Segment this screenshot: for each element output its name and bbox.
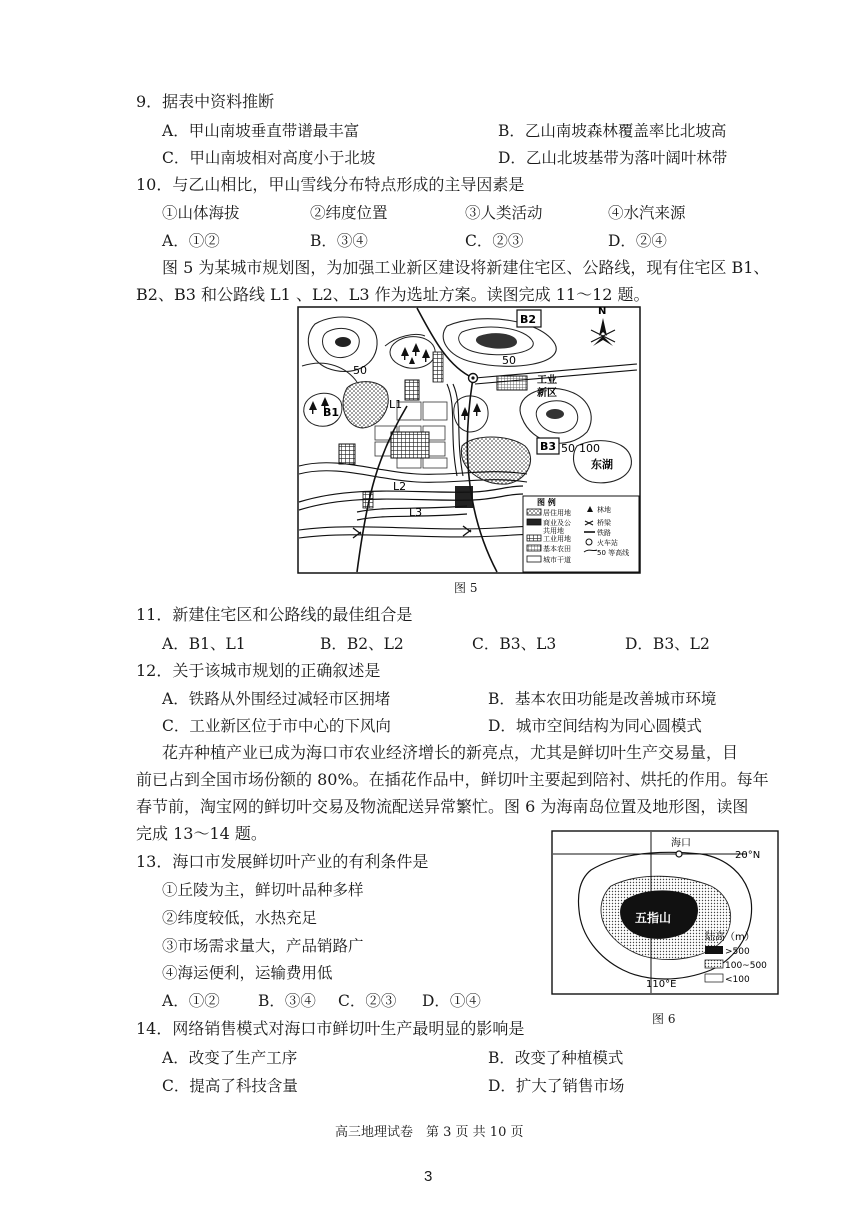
q12-option-c: C．工业新区位于市中心的下风向 bbox=[162, 717, 391, 735]
q13-item-2: ②纬度较低，水热充足 bbox=[162, 909, 318, 927]
q13-item-1: ①丘陵为主，鲜切叶品种多样 bbox=[162, 881, 364, 899]
label-industry-1: 工业 bbox=[537, 375, 557, 386]
intro6-line1: 花卉种植产业已成为海口市农业经济增长的新亮点，尤其是鲜切叶生产交易量，目 bbox=[162, 743, 739, 762]
label-b3: B3 bbox=[540, 440, 557, 453]
q13-item-3: ③市场需求量大，产品销路广 bbox=[162, 937, 364, 955]
q10-item-1: ①山体海拔 bbox=[162, 204, 240, 222]
q11-option-b: B．B2、L2 bbox=[320, 635, 404, 653]
q12-option-b: B．基本农田功能是改善城市环境 bbox=[488, 690, 717, 708]
label-wuzhishan: 五指山 bbox=[635, 911, 672, 925]
q14-option-b: B．改变了种植模式 bbox=[488, 1049, 624, 1067]
legend-bridge: 桥梁 bbox=[597, 519, 611, 527]
figure-5-caption: 图 5 bbox=[454, 581, 478, 595]
label-l3: L3 bbox=[409, 506, 423, 519]
north-label: N bbox=[598, 306, 607, 317]
figure-6-hainan-map bbox=[551, 830, 779, 995]
q9-stem: 9．据表中资料推断 bbox=[136, 92, 275, 111]
label-l1: L1 bbox=[389, 398, 403, 411]
fig6-legend-low: <100 bbox=[725, 975, 750, 985]
q12-option-a: A．铁路从外围经过减轻市区拥堵 bbox=[162, 690, 391, 708]
label-b2: B2 bbox=[520, 313, 537, 326]
fig6-legend-high: >500 bbox=[725, 947, 750, 957]
legend-commercial-2: 共用地 bbox=[543, 527, 564, 535]
label-b1: B1 bbox=[323, 406, 340, 419]
legend-title: 图 例 bbox=[537, 498, 556, 507]
legend-farmland: 基本农田 bbox=[543, 545, 571, 553]
contour-50-left: 50 bbox=[353, 364, 367, 377]
q11-option-c: C．B3、L3 bbox=[472, 635, 557, 653]
q12-option-d: D．城市空间结构为同心圆模式 bbox=[488, 717, 702, 735]
q13-option-d: D．①④ bbox=[422, 992, 481, 1010]
q11-option-d: D．B3、L2 bbox=[625, 635, 710, 653]
fig6-legend-title: 陆高（m） bbox=[705, 932, 755, 943]
label-110e: 110°E bbox=[646, 979, 677, 990]
legend-forest: 林地 bbox=[597, 506, 611, 514]
figure-5-city-map bbox=[297, 306, 641, 574]
label-industry-2: 新区 bbox=[537, 388, 557, 399]
intro5-line1: 图 5 为某城市规划图，为加强工业新区建设将新建住宅区、公路线，现有住宅区 B1、 bbox=[162, 258, 770, 277]
figure-6-caption: 图 6 bbox=[652, 1012, 676, 1026]
legend-road: 城市干道 bbox=[543, 556, 571, 564]
intro6-line2: 前已占到全国市场份额的 80%。在插花作品中，鲜切叶主要起到陪衬、烘托的作用。每年 bbox=[136, 770, 769, 789]
intro5-line2: B2、B3 和公路线 L1 、L2、L3 作为选址方案。读图完成 11～12 题。 bbox=[136, 285, 650, 304]
q14-option-a: A．改变了生产工序 bbox=[162, 1049, 298, 1067]
contour-50-right: 50 bbox=[561, 442, 575, 455]
legend-commercial-1: 商业及公 bbox=[543, 519, 571, 527]
intro6-line3: 春节前，淘宝网的鲜切叶交易及物流配送异常繁忙。图 6 为海南岛位置及地形图，读图 bbox=[136, 797, 749, 816]
q13-option-c: C．②③ bbox=[338, 992, 397, 1010]
q10-stem: 10．与乙山相比，甲山雪线分布特点形成的主导因素是 bbox=[136, 175, 525, 194]
legend-station: 火车站 bbox=[597, 539, 618, 547]
q11-option-a: A．B1、L1 bbox=[162, 635, 246, 653]
q13-item-4: ④海运便利，运输费用低 bbox=[162, 964, 333, 982]
q10-item-4: ④水汽来源 bbox=[608, 204, 686, 222]
label-haikou: 海口 bbox=[671, 838, 691, 849]
q9-option-c: C．甲山南坡相对高度小于北坡 bbox=[162, 149, 376, 167]
q11-stem: 11．新建住宅区和公路线的最佳组合是 bbox=[136, 605, 413, 624]
contour-100: 100 bbox=[579, 442, 600, 455]
q13-option-b: B．③④ bbox=[258, 992, 316, 1010]
q10-option-a: A．①② bbox=[162, 232, 220, 250]
q9-option-b: B．乙山南坡森林覆盖率比北坡高 bbox=[498, 122, 727, 140]
q9-option-a: A．甲山南坡垂直带谱最丰富 bbox=[162, 122, 360, 140]
q10-option-b: B．③④ bbox=[310, 232, 368, 250]
q13-stem: 13．海口市发展鲜切叶产业的有利条件是 bbox=[136, 852, 429, 871]
q13-option-a: A．①② bbox=[162, 992, 220, 1010]
q12-stem: 12．关于该城市规划的正确叙述是 bbox=[136, 661, 381, 680]
contour-50-top: 50 bbox=[502, 354, 516, 367]
legend-residential: 居住用地 bbox=[543, 509, 571, 517]
q10-option-c: C．②③ bbox=[465, 232, 524, 250]
q14-option-d: D．扩大了销售市场 bbox=[488, 1077, 625, 1095]
legend-railway: 铁路 bbox=[597, 529, 611, 537]
intro6-line4: 完成 13～14 题。 bbox=[136, 824, 267, 843]
q10-option-d: D．②④ bbox=[608, 232, 667, 250]
label-l2: L2 bbox=[393, 480, 407, 493]
fig6-legend-mid: 100~500 bbox=[725, 961, 767, 971]
label-lake: 东湖 bbox=[591, 458, 613, 471]
legend-contour: 50 等高线 bbox=[597, 549, 630, 557]
q14-option-c: C．提高了科技含量 bbox=[162, 1077, 298, 1095]
q10-item-3: ③人类活动 bbox=[465, 204, 543, 222]
q10-item-2: ②纬度位置 bbox=[310, 204, 388, 222]
q9-option-d: D．乙山北坡基带为落叶阔叶林带 bbox=[498, 149, 728, 167]
q14-stem: 14．网络销售模式对海口市鲜切叶生产最明显的影响是 bbox=[136, 1019, 525, 1038]
label-20n: 20°N bbox=[735, 850, 761, 861]
page-number: 3 bbox=[424, 1168, 433, 1185]
footer-title: 高三地理试卷 第 3 页 共 10 页 bbox=[335, 1125, 524, 1140]
legend-industrial: 工业用地 bbox=[543, 535, 571, 543]
